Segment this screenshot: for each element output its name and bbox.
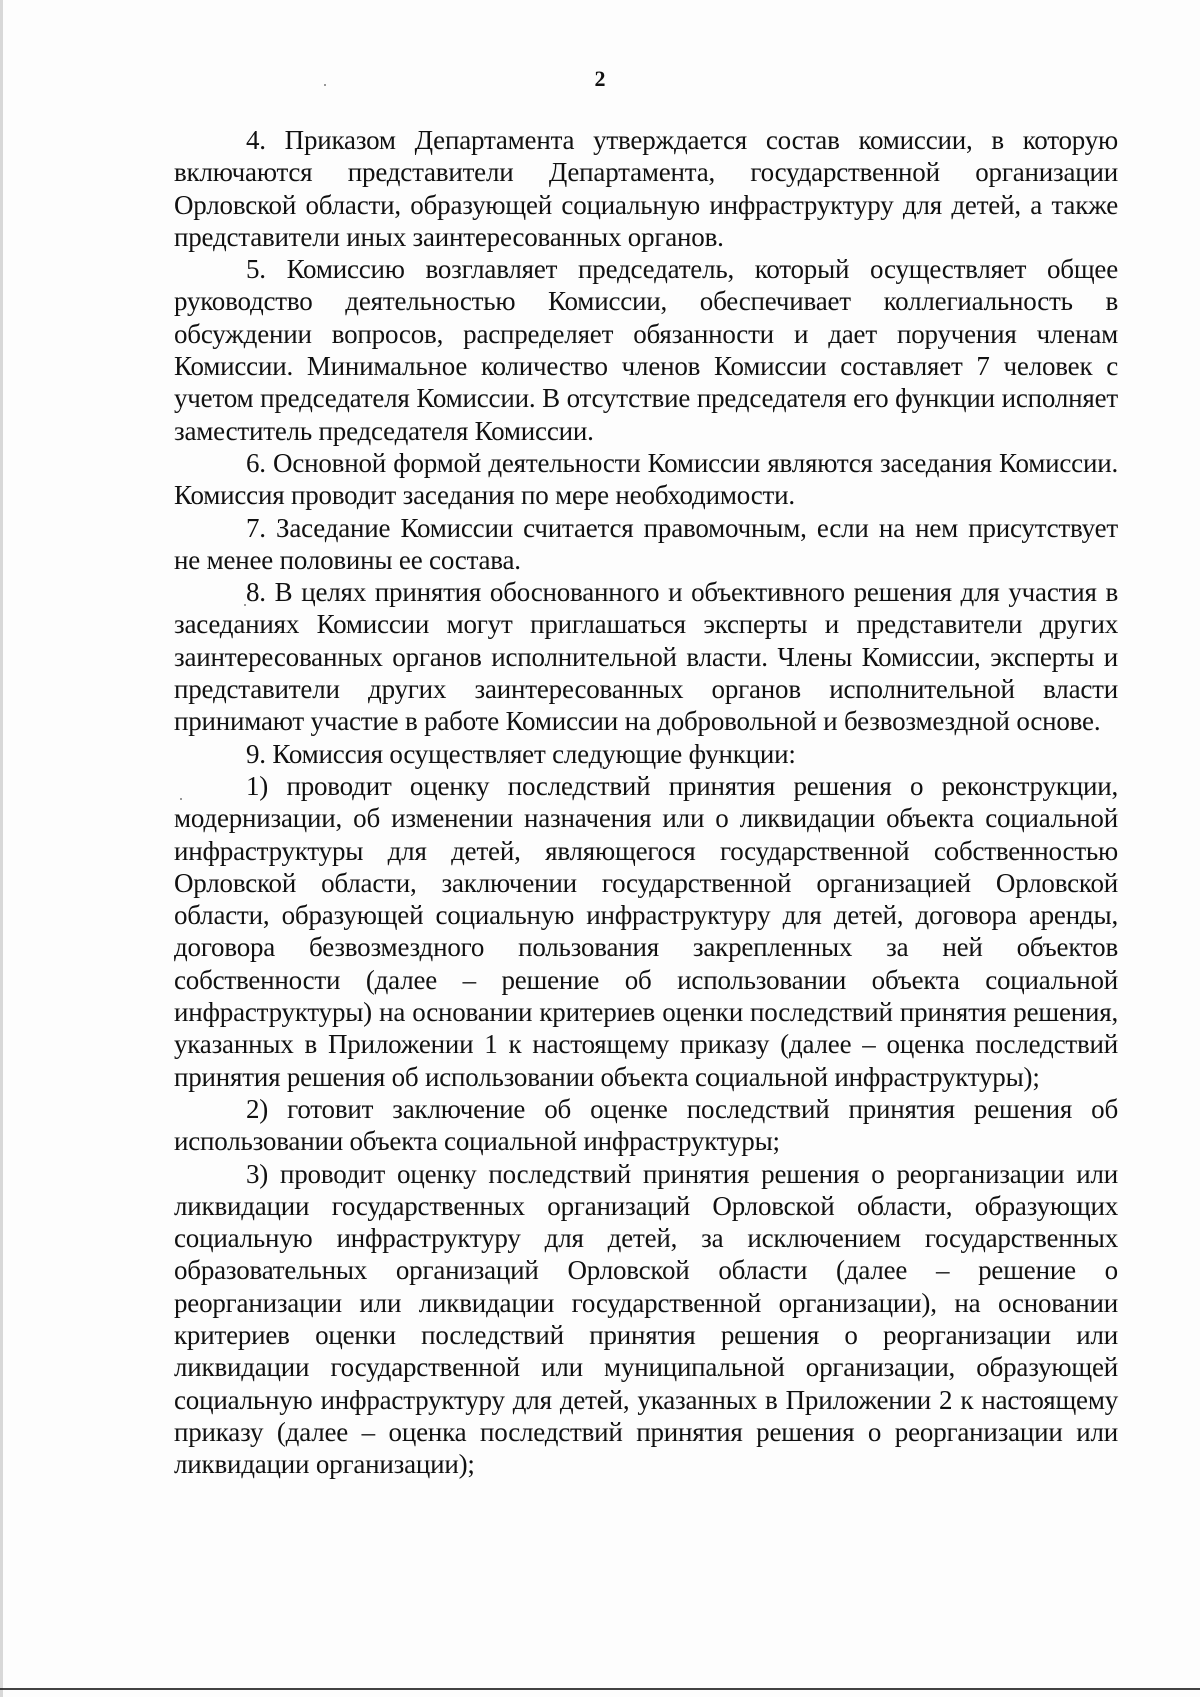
scan-left-edge (0, 0, 3, 1697)
paragraph-8: 8. В целях принятия обоснованного и объективного решения для участия в заседаниях Комиссии могут приглашаться эксперты и представители других заинтересованных органов исполнительной власти. Члены Комиссии, эксперты и представители других заинтересованных органов исполнительной власти принимают участие в работе Комиссии на добровольной и безвозмездной основе. (174, 577, 1118, 737)
paragraph-9: 9. Комиссия осуществляет следующие функции: (246, 738, 796, 769)
paragraph-4: 4. Приказом Департамента утверждается состав комиссии, в которую включаются представители Департамента, государственной организации Орловской области, образующей социальную инфраструктуру для детей, а также представители иных заинтересованных органов. (174, 125, 1118, 252)
paragraph-7: 7. Заседание Комиссии считается правомочным, если на нем присутствует не менее половины ее состава. (174, 512, 1118, 575)
scan-speck (244, 604, 246, 606)
page-number: 2 (594, 66, 606, 91)
paragraph-6: 6. Основной формой деятельности Комиссии являются заседания Комиссии. Комиссия проводит заседания по мере необходимости. (174, 447, 1118, 511)
scan-speck (324, 84, 326, 86)
document-body (174, 124, 1118, 1480)
scan-bottom-edge (0, 1688, 1200, 1690)
function-item-1: 1) проводит оценку последствий принятия решения о реконструкции, модернизации, об изменении назначения или о ликвидации объекта социальной инфраструктуры для детей, являющегося государственной собственностью Орловской области, заключении государственной организацией Орловской области, образующей социальную инфраструктуру для детей, договора аренды, договора безвозмездного пользования закрепленных за ней объектов собственности (далее – решение об использовании объекта социальной инфраструктуры) на основании критериев оценки последствий принятия решения, указанных в Приложении 1 к настоящему приказу (далее – оценка последствий принятия решения об использовании объекта социальной инфраструктуры); (174, 770, 1118, 1092)
function-item-2: 2) готовит заключение об оценке последствий принятия решения об использовании объекта социальной инфраструктуры; (174, 1093, 1118, 1157)
scan-speck (180, 798, 182, 800)
function-item-3: 3) проводит оценку последствий принятия решения о реорганизации или ликвидации государственных организаций Орловской области, образующих социальную инфраструктуру для детей, за исключением государственных образовательных организаций Орловской области (далее – решение о реорганизации или ликвидации государственной организации), на основании критериев оценки последствий принятия решения о реорганизации или ликвидации государственной или муниципальной организации, образующей социальную инфраструктуру для детей, указанных в Приложении 2 к настоящему приказу (далее – оценка последствий принятия решения о реорганизации или ликвидации организации); (174, 1158, 1118, 1480)
paragraph-5: 5. Комиссию возглавляет председатель, который осуществляет общее руководство деятельностью Комиссии, обеспечивает коллегиальность в обсуждении вопросов, распределяет обязанности и дает поручения членам Комиссии. Минимальное количество членов Комиссии составляет 7 человек с учетом председателя Комиссии. В отсутствие председателя его функции исполняет заместитель председателя Комиссии. (174, 254, 1118, 446)
